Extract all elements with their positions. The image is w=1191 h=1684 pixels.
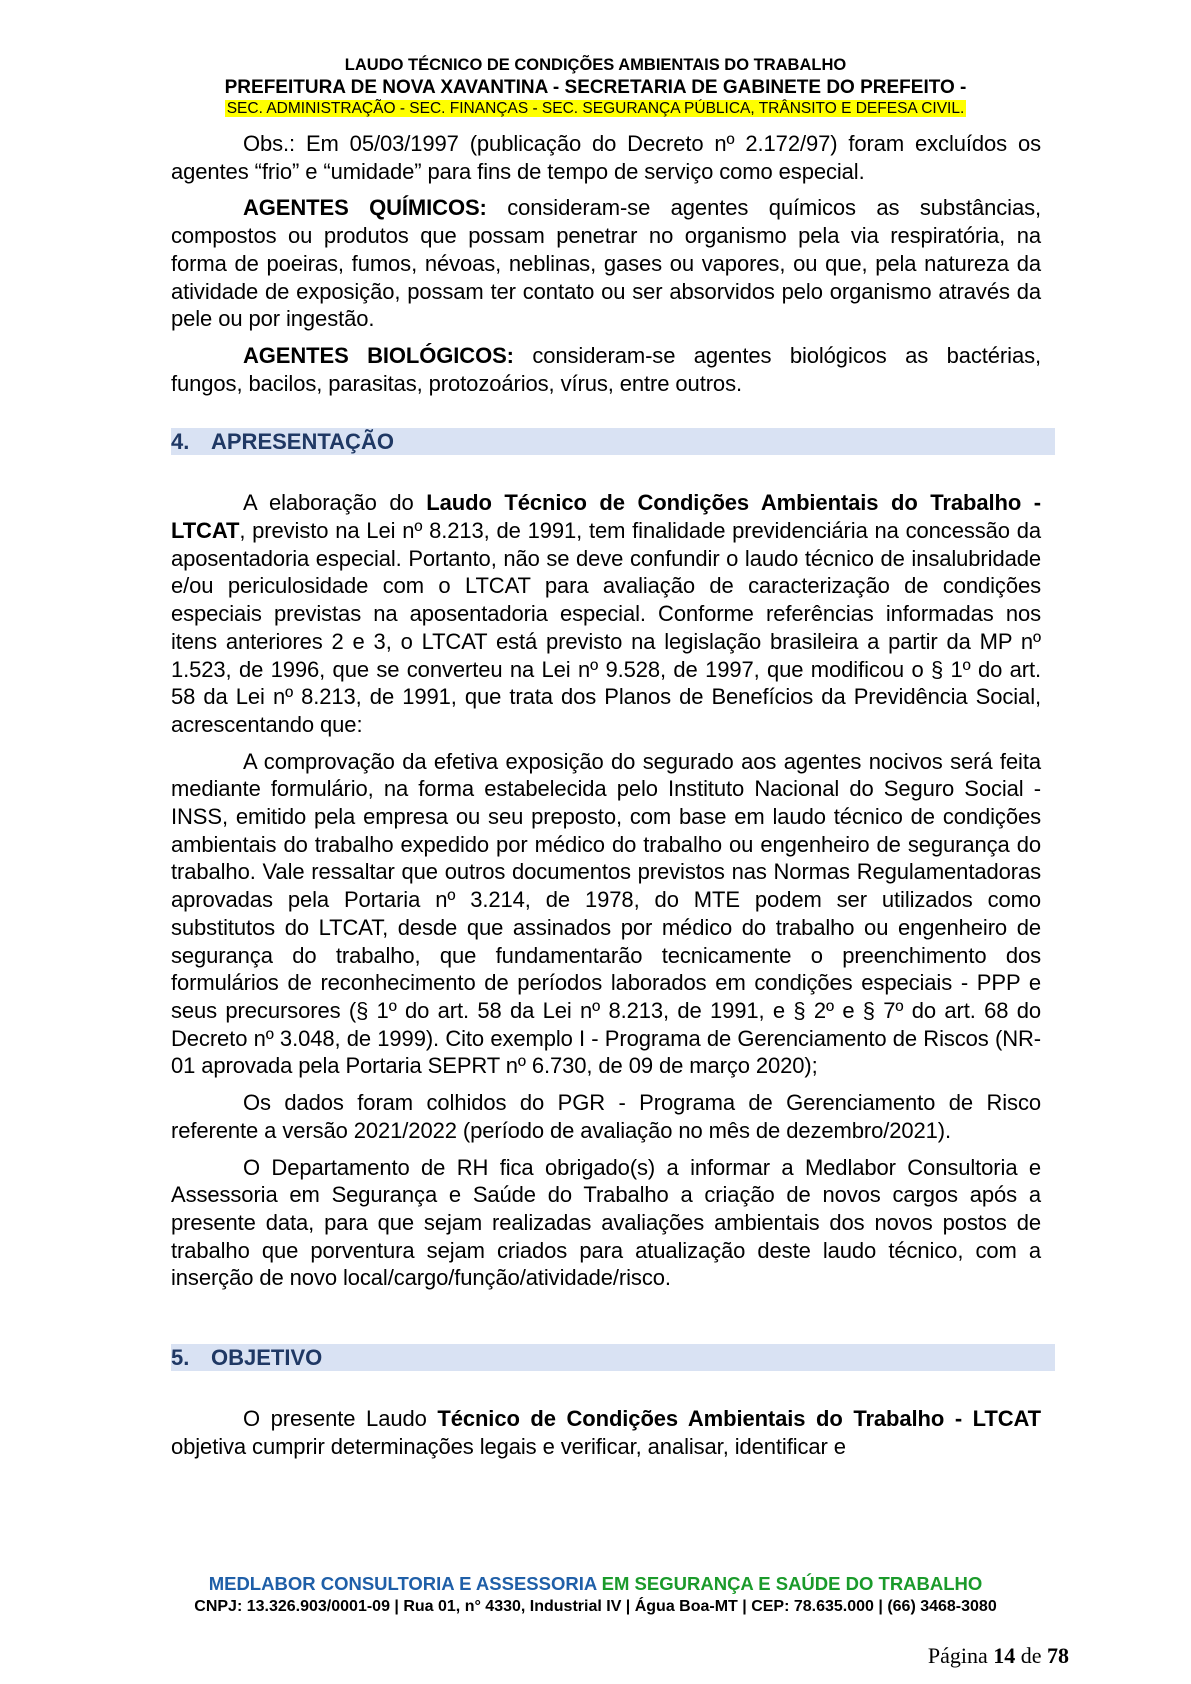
section-heading-objetivo [171, 1344, 1055, 1371]
chemical-agents-label: AGENTES QUÍMICOS: [243, 195, 487, 221]
section-number: 4. [171, 429, 190, 455]
p5-text-b: objetiva cumprir determinações legais e verificar, analisar, identificar e [171, 1433, 846, 1459]
page-separator: de [1015, 1643, 1047, 1668]
chemical-agents-paragraph [171, 194, 1041, 333]
p1-text-a: A elaboração do [243, 490, 427, 516]
header-departments [0, 100, 1191, 118]
page-body [171, 130, 1041, 1469]
section-heading-apresentacao [171, 428, 1055, 455]
p5-text-a: O presente Laudo [243, 1406, 438, 1432]
header-organization: PREFEITURA DE NOVA XAVANTINA - SECRETARIA DE GABINETE DO PREFEITO - [224, 77, 967, 98]
header-departments-highlight: SEC. ADMINISTRAÇÃO - SEC. FINANÇAS - SEC. SEGURANÇA PÚBLICA, TRÂNSITO E DEFESA CIVIL. [226, 100, 965, 117]
biological-agents-paragraph [171, 342, 1041, 397]
page-current: 14 [993, 1643, 1016, 1668]
page-total: 78 [1047, 1643, 1069, 1668]
section-number: 5. [171, 1345, 190, 1371]
p1-text-b: , previsto na Lei nº 8.213, de 1991, tem finalidade previdenciária na concessão da aposentadoria especial. Portanto, não se deve confundir o laudo técnico de insalubridade e/ou periculosidade com o LTCAT para avaliação de caracterização de condições especiais previstas na aposentadoria especial. Conforme referências informadas nos itens anteriores 2 e 3, o LTCAT está previsto na legislação brasileira a partir da MP nº 1.523, de 1996, que se converteu na Lei nº 9.528, de 1997, que modificou o § 1º do art. 58 da Lei nº 8.213, de 1991, que trata dos Planos de Benefícios da Previdência Social, acrescentando que: [171, 518, 1041, 737]
apresentacao-paragraph-3: Os dados foram colhidos do PGR - Programa de Gerenciamento de Risco referente a versão 2021/2022 (período de avaliação no mês de dezembro/2021). [171, 1090, 1041, 1143]
section-title: OBJETIVO [211, 1345, 323, 1371]
obs-paragraph: Obs.: Em 05/03/1997 (publicação do Decreto nº 2.172/97) foram excluídos os agentes “frio” e “umidade” para fins de tempo de serviço como especial. [171, 131, 1041, 184]
footer-company-green: EM SEGURANÇA E SAÚDE DO TRABALHO [601, 1573, 983, 1594]
biological-agents-label: AGENTES BIOLÓGICOS: [243, 342, 514, 368]
apresentacao-paragraph-2: A comprovação da efetiva exposição do segurado aos agentes nocivos será feita mediante formulário, na forma estabelecida pelo Instituto Nacional do Seguro Social - INSS, emitido pela empresa ou seu preposto, com base em laudo técnico de condições ambientais do trabalho expedido por médico do trabalho ou engenheiro de segurança do trabalho. Vale ressaltar que outros documentos previstos nas Normas Regulamentadoras aprovadas pela Portaria nº 3.214, de 1978, do MTE podem ser utilizados como substitutos do LTCAT, desde que assinados por médico do trabalho ou engenheiro de segurança do trabalho, que fundamentarão tecnicamente o preenchimento dos formulários de reconhecimento de períodos laborados em condições especiais - PPP e seus precursores (§ 1º do art. 58 da Lei nº 8.213, de 1991, e § 2º e § 7º do art. 68 do Decreto nº 3.048, de 1999). Cito exemplo I - Programa de Gerenciamento de Riscos (NR-01 aprovada pela Portaria SEPRT nº 6.730, de 09 de março 2020); [171, 748, 1041, 1079]
page-label: Página [927, 1643, 994, 1668]
header-title: LAUDO TÉCNICO DE CONDIÇÕES AMBIENTAIS DO TRABALHO [344, 56, 847, 74]
objetivo-paragraph [171, 1405, 1041, 1460]
chemical-agents-text: consideram-se agentes químicos as substâncias, compostos ou produtos que possam penetrar no organismo pela via respiratória, na forma de poeiras, fumos, névoas, neblinas, gases ou vapores, ou que, pela natureza da atividade de exposição, possam ter contato ou ser absorvidos pelo organismo através da pele ou por ingestão. [171, 195, 1041, 332]
page-number [928, 1643, 1069, 1669]
section-title: APRESENTAÇÃO [211, 429, 394, 455]
footer-address: CNPJ: 13.326.903/0001-09 | Rua 01, n° 4330, Industrial IV | Água Boa-MT | CEP: 78.635.000 | (66) 3468-3080 [194, 1598, 997, 1615]
footer-company-blue: MEDLABOR CONSULTORIA E ASSESSORIA [208, 1573, 602, 1594]
p5-bold: Técnico de Condições Ambientais do Trabalho - LTCAT [437, 1406, 1042, 1432]
apresentacao-paragraph-1 [171, 489, 1041, 738]
apresentacao-paragraph-4: O Departamento de RH fica obrigado(s) a informar a Medlabor Consultoria e Assessoria em Segurança e Saúde do Trabalho a criação de novos cargos após a presente data, para que sejam realizadas avaliações ambientais dos novos postos de trabalho que porventura sejam criados para atualização deste laudo técnico, com a inserção de novo local/cargo/função/atividade/risco. [171, 1154, 1041, 1291]
p1-bold: Laudo Técnico de Condições Ambientais do Trabalho - LTCAT [171, 490, 1041, 544]
biological-agents-text: consideram-se agentes biológicos as bactérias, fungos, bacilos, parasitas, protozoários, vírus, entre outros. [171, 342, 1041, 396]
footer-company [0, 1573, 1191, 1595]
